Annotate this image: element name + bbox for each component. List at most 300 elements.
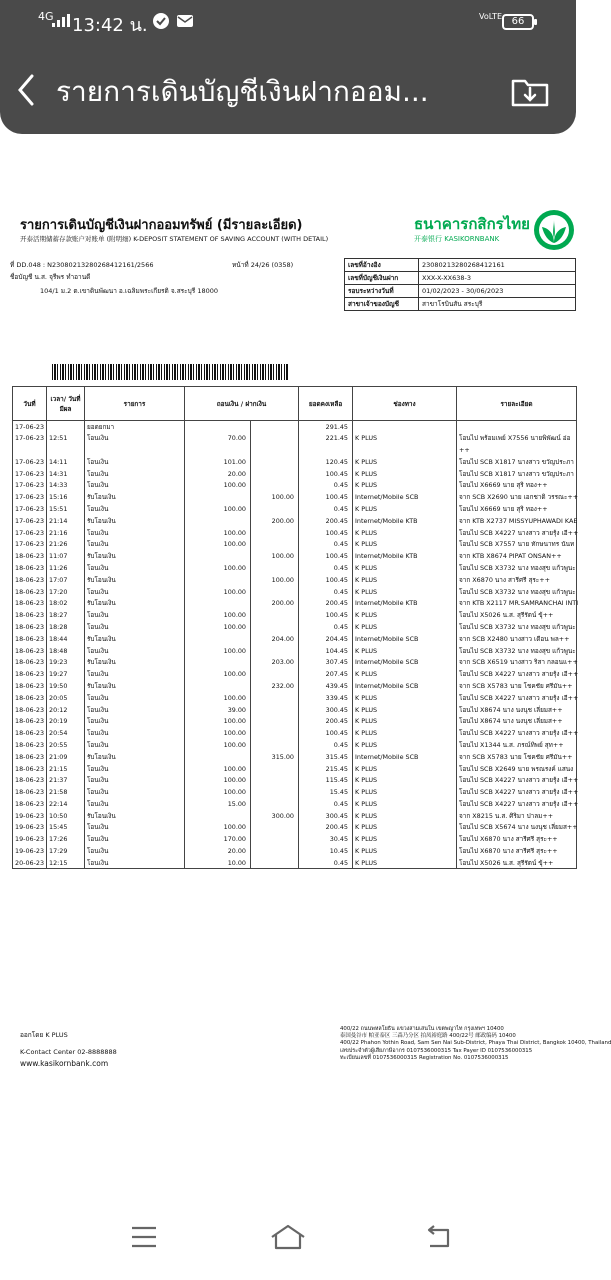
cell-bal: 339.45 — [299, 692, 353, 704]
table-row — [13, 468, 577, 480]
info-value: 01/02/2023 - 30/06/2023 — [419, 285, 576, 298]
contact-center: K-Contact Center 02-8888888 — [20, 1048, 117, 1056]
cell-time: 21:16 — [47, 527, 85, 539]
cell-bal: 300.45 — [299, 704, 353, 716]
cell-bal: 104.45 — [299, 645, 353, 657]
table-row — [13, 444, 577, 456]
cell-ch: Internet/Mobile KTB — [353, 550, 457, 562]
table-row — [13, 822, 577, 834]
info-label: สาขาเจ้าของบัญชี — [345, 298, 419, 311]
cell-bal: 115.45 — [299, 774, 353, 786]
cell-wd: 100.00 — [185, 586, 251, 598]
cell-detail: โอนไป SCB X7557 นาย ทักษนาทร นันท — [457, 538, 577, 550]
statement-document — [10, 212, 611, 1076]
cell-time: 19:27 — [47, 668, 85, 680]
account-info-table — [344, 258, 576, 311]
table-row — [13, 633, 577, 645]
cell-time: 17:07 — [47, 574, 85, 586]
cell-ch: Internet/Mobile SCB — [353, 491, 457, 503]
cell-time: 21:09 — [47, 751, 85, 763]
cell-ch: K PLUS — [353, 621, 457, 633]
cell-desc: รับโอนเงิน — [85, 491, 185, 503]
cell-wd: 101.00 — [185, 456, 251, 468]
cell-desc: โอนเงิน — [85, 786, 185, 798]
cell-dep — [251, 586, 299, 598]
column-header-detail: รายละเอียด — [457, 387, 577, 421]
cell-bal: 207.45 — [299, 668, 353, 680]
cell-time: 18:44 — [47, 633, 85, 645]
table-row — [13, 456, 577, 468]
cell-time: 19:23 — [47, 656, 85, 668]
cell-bal: 100.45 — [299, 574, 353, 586]
cell-ch: K PLUS — [353, 798, 457, 810]
cell-detail: จาก KTB X2737 MISSYUPHAWADI KAE — [457, 515, 577, 527]
cell-ch: K PLUS — [353, 456, 457, 468]
cell-ch: K PLUS — [353, 538, 457, 550]
cell-detail: จาก SCB X2690 นาย เอกชาติ วรรณะ++ — [457, 491, 577, 503]
cell-wd — [185, 597, 251, 609]
cell-date: 18-06-23 — [13, 727, 47, 739]
cell-ch: Internet/Mobile SCB — [353, 751, 457, 763]
cell-dep — [251, 833, 299, 845]
cell-dep — [251, 468, 299, 480]
cell-ch: K PLUS — [353, 527, 457, 539]
cell-detail: โอนไป X6870 นาง สารีศรี สุระ++ — [457, 833, 577, 845]
cell-time: 19:50 — [47, 680, 85, 692]
cell-dep: 200.00 — [251, 597, 299, 609]
cell-dep — [251, 609, 299, 621]
cell-detail: โอนไป SCB X3732 นาง ทองสุข แก้วพูนะ — [457, 645, 577, 657]
status-time: 13:42 น. — [72, 15, 148, 36]
cell-bal: 0.45 — [299, 798, 353, 810]
address-line: 泰国曼谷市 帕亚泰区 三森乃分区 拍凤裕庭路 400/22号 邮政编码 10400 — [340, 1033, 516, 1040]
table-row — [13, 739, 577, 751]
cell-wd: 39.00 — [185, 704, 251, 716]
cell-desc: โอนเงิน — [85, 562, 185, 574]
cell-desc: โอนเงิน — [85, 857, 185, 869]
cell-desc: โอนเงิน — [85, 763, 185, 775]
cell-desc: โอนเงิน — [85, 739, 185, 751]
cell-date: 19-06-23 — [13, 822, 47, 834]
table-row — [13, 833, 577, 845]
cell-bal: 215.45 — [299, 763, 353, 775]
cell-bal: 300.45 — [299, 810, 353, 822]
cell-desc: ยอดยกมา — [85, 421, 185, 433]
cell-ch: K PLUS — [353, 727, 457, 739]
cell-date: 18-06-23 — [13, 550, 47, 562]
table-row — [13, 432, 577, 444]
cell-date: 18-06-23 — [13, 715, 47, 727]
cell-date: 17-06-23 — [13, 479, 47, 491]
cell-desc: รับโอนเงิน — [85, 751, 185, 763]
cell-desc: โอนเงิน — [85, 798, 185, 810]
cell-date: 18-06-23 — [13, 562, 47, 574]
issued-by: ออกโดย K PLUS — [20, 1031, 68, 1039]
cell-desc: โอนเงิน — [85, 538, 185, 550]
table-row — [13, 680, 577, 692]
cell-wd — [185, 656, 251, 668]
cell-date: 18-06-23 — [13, 704, 47, 716]
table-row — [13, 786, 577, 798]
cell-time: 11:26 — [47, 562, 85, 574]
table-row — [13, 763, 577, 775]
cell-desc: โอนเงิน — [85, 645, 185, 657]
cell-dep — [251, 845, 299, 857]
bank-name-th: ธนาคารกสิกรไทย — [414, 215, 530, 233]
barcode — [52, 364, 288, 380]
cell-dep — [251, 444, 299, 456]
cell-bal: 200.45 — [299, 597, 353, 609]
cell-dep — [251, 798, 299, 810]
cell-wd: 10.00 — [185, 857, 251, 869]
cell-dep — [251, 715, 299, 727]
cell-detail: จาก KTB X8674 PIPAT ONSAN++ — [457, 550, 577, 562]
cell-wd: 100.00 — [185, 645, 251, 657]
cell-time: 20:55 — [47, 739, 85, 751]
cell-desc: โอนเงิน — [85, 468, 185, 480]
table-row — [13, 692, 577, 704]
back-icon[interactable] — [418, 1222, 458, 1252]
cell-detail: โอนไป SCB X4227 นางสาว สายรุ้ง เอี++ — [457, 798, 577, 810]
kasikornbank-logo-icon — [532, 208, 576, 252]
cell-date: 17-06-23 — [13, 468, 47, 480]
table-row — [13, 645, 577, 657]
app-header — [0, 0, 576, 134]
cell-bal: 100.45 — [299, 491, 353, 503]
cell-wd: 100.00 — [185, 727, 251, 739]
bank-address — [340, 1026, 611, 1062]
cell-wd: 100.00 — [185, 763, 251, 775]
back-arrow-icon[interactable] — [12, 70, 40, 110]
cell-dep — [251, 527, 299, 539]
cell-ch: Internet/Mobile SCB — [353, 633, 457, 645]
cell-time: 20:05 — [47, 692, 85, 704]
cell-ch: K PLUS — [353, 810, 457, 822]
column-header-channel: ช่องทาง — [353, 387, 457, 421]
cell-time: 18:28 — [47, 621, 85, 633]
table-row — [13, 704, 577, 716]
cell-detail: โอนไป X5026 น.ส. สุรีรัตน์ ขุ้++ — [457, 609, 577, 621]
cell-detail: จาก KTB X2117 MR.SAMRANCHAI INTI — [457, 597, 577, 609]
cell-bal: 100.45 — [299, 468, 353, 480]
download-folder-icon[interactable] — [510, 74, 550, 108]
navigation-bar — [0, 1192, 576, 1280]
cell-dep — [251, 692, 299, 704]
cell-dep — [251, 456, 299, 468]
cell-ch: Internet/Mobile KTB — [353, 515, 457, 527]
cell-time: 17:20 — [47, 586, 85, 598]
signal-icon — [52, 14, 70, 27]
info-value: XXX-X-XX638-3 — [419, 272, 576, 285]
cell-bal: 120.45 — [299, 456, 353, 468]
cell-date: 17-06-23 — [13, 538, 47, 550]
cell-wd — [185, 444, 251, 456]
address-line: 400/22 Phahon Yothin Road, Sam Sen Nai Sub-District, Phaya Thai District, Bangkok 10400, Thailand — [340, 1040, 611, 1047]
column-header-time: เวลา/ วันที่มีผล — [47, 387, 85, 421]
check-circle-icon — [152, 12, 170, 30]
cell-bal: 200.45 — [299, 822, 353, 834]
account-name: ชื่อบัญชี น.ส. จุรีพร ทำอานดี — [10, 273, 91, 281]
table-row — [13, 421, 577, 433]
table-row — [13, 751, 577, 763]
cell-date: 18-06-23 — [13, 786, 47, 798]
table-row — [13, 715, 577, 727]
cell-detail: โอนไป SCB X2649 นาย พรณรงค์ แสนง — [457, 763, 577, 775]
cell-dep — [251, 727, 299, 739]
cell-date: 18-06-23 — [13, 751, 47, 763]
cell-time: 18:02 — [47, 597, 85, 609]
cell-dep: 315.00 — [251, 751, 299, 763]
cell-ch: K PLUS — [353, 786, 457, 798]
cell-bal: 0.45 — [299, 857, 353, 869]
info-label: รอบระหว่างวันที่ — [345, 285, 419, 298]
cell-detail: จาก SCB X6519 นางสาว ริสา กลอนแ++ — [457, 656, 577, 668]
table-row — [13, 550, 577, 562]
cell-date: 17-06-23 — [13, 432, 47, 444]
cell-date — [13, 444, 47, 456]
cell-wd: 100.00 — [185, 715, 251, 727]
cell-date: 18-06-23 — [13, 645, 47, 657]
cell-time: 14:31 — [47, 468, 85, 480]
cell-detail: โอนไป SCB X3732 นาง ทองสุข แก้วพูนะ — [457, 562, 577, 574]
battery-icon: 66 — [502, 14, 534, 30]
cell-wd: 100.00 — [185, 503, 251, 515]
page-number: หน้าที่ 24/26 (0358) — [232, 261, 294, 269]
cell-ch: K PLUS — [353, 479, 457, 491]
cell-ch: K PLUS — [353, 857, 457, 869]
cell-detail: โอนไป SCB X3732 นาง ทองสุข แก้วพูนะ — [457, 621, 577, 633]
cell-desc: โอนเงิน — [85, 692, 185, 704]
cell-bal — [299, 444, 353, 456]
cell-date: 19-06-23 — [13, 845, 47, 857]
table-row — [13, 668, 577, 680]
cell-time: 14:11 — [47, 456, 85, 468]
page-title: รายการเดินบัญชีเงินฝากออม... — [56, 75, 429, 108]
info-value: 23080213280268412161 — [419, 259, 576, 272]
cell-date: 18-06-23 — [13, 668, 47, 680]
table-row — [13, 562, 577, 574]
cell-ch: K PLUS — [353, 774, 457, 786]
cell-ch: K PLUS — [353, 574, 457, 586]
cell-desc: โอนเงิน — [85, 822, 185, 834]
address-line: 400/22 ถนนพหลโยธิน แขวงสามเสนใน เขตพญาไท กรุงเทพฯ 10400 — [340, 1026, 504, 1032]
cell-time: 15:16 — [47, 491, 85, 503]
cell-detail: โอนไป SCB X5674 นาง นงนุช เลี่ยมส++ — [457, 822, 577, 834]
cell-detail: โอนไป พร้อมเพย์ X7556 นายพิพัฒน์ อ่อ — [457, 432, 577, 444]
cell-detail: ++ — [457, 444, 577, 456]
cell-date: 18-06-23 — [13, 692, 47, 704]
transactions-table — [12, 386, 577, 869]
cell-ch: K PLUS — [353, 645, 457, 657]
cell-date: 20-06-23 — [13, 857, 47, 869]
cell-time: 17:26 — [47, 833, 85, 845]
cell-date: 19-06-23 — [13, 833, 47, 845]
cell-wd: 100.00 — [185, 562, 251, 574]
cell-date: 17-06-23 — [13, 503, 47, 515]
cell-date: 18-06-23 — [13, 656, 47, 668]
mail-icon — [176, 12, 194, 30]
cell-ch: K PLUS — [353, 562, 457, 574]
cell-ch: K PLUS — [353, 845, 457, 857]
cell-ch: K PLUS — [353, 468, 457, 480]
cell-ch: Internet/Mobile SCB — [353, 680, 457, 692]
bank-website[interactable]: www.kasikornbank.com — [20, 1059, 109, 1068]
cell-dep: 300.00 — [251, 810, 299, 822]
cell-detail: จาก SCB X5783 นาย โชคชัย ศรีมัน++ — [457, 751, 577, 763]
table-row — [13, 774, 577, 786]
cell-dep — [251, 621, 299, 633]
cell-detail: โอนไป SCB X4227 นางสาว สายรุ้ง เอี++ — [457, 786, 577, 798]
cell-bal: 100.45 — [299, 609, 353, 621]
cell-bal: 0.45 — [299, 562, 353, 574]
table-row — [13, 609, 577, 621]
cell-bal: 0.45 — [299, 538, 353, 550]
cell-detail: โอนไป X5026 น.ส. สุรีรัตน์ ขุ้++ — [457, 857, 577, 869]
cell-desc: โอนเงิน — [85, 586, 185, 598]
cell-ch: Internet/Mobile SCB — [353, 656, 457, 668]
network-type: 4G — [38, 10, 54, 23]
cell-bal: 100.45 — [299, 727, 353, 739]
cell-wd: 100.00 — [185, 668, 251, 680]
cell-date: 18-06-23 — [13, 798, 47, 810]
cell-detail: โอนไป SCB X4227 นางสาว สายรุ้ง เอี++ — [457, 527, 577, 539]
cell-bal: 30.45 — [299, 833, 353, 845]
cell-desc: รับโอนเงิน — [85, 810, 185, 822]
cell-dep — [251, 645, 299, 657]
cell-ch: K PLUS — [353, 503, 457, 515]
cell-desc: โอนเงิน — [85, 609, 185, 621]
cell-detail: โอนไป SCB X4227 นางสาว สายรุ้ง เอี++ — [457, 727, 577, 739]
cell-date: 18-06-23 — [13, 680, 47, 692]
table-row — [13, 727, 577, 739]
cell-wd — [185, 680, 251, 692]
cell-bal: 0.45 — [299, 739, 353, 751]
cell-wd: 100.00 — [185, 786, 251, 798]
cell-bal: 200.45 — [299, 715, 353, 727]
cell-detail: โอนไป X8674 นาง นงนุช เลี่ยมส++ — [457, 715, 577, 727]
table-row — [13, 810, 577, 822]
cell-wd: 70.00 — [185, 432, 251, 444]
cell-date: 18-06-23 — [13, 574, 47, 586]
cell-dep — [251, 421, 299, 433]
cell-date: 17-06-23 — [13, 421, 47, 433]
table-row — [13, 574, 577, 586]
cell-desc: โอนเงิน — [85, 668, 185, 680]
cell-detail: โอนไป SCB X4227 นางสาว สายรุ้ง เอี++ — [457, 774, 577, 786]
cell-detail: จาก X6870 นาง สารีศรี สุระ++ — [457, 574, 577, 586]
table-row — [13, 479, 577, 491]
cell-wd: 100.00 — [185, 609, 251, 621]
cell-dep: 200.00 — [251, 515, 299, 527]
cell-date: 18-06-23 — [13, 586, 47, 598]
cell-bal: 307.45 — [299, 656, 353, 668]
cell-time: 17:29 — [47, 845, 85, 857]
cell-ch: Internet/Mobile KTB — [353, 597, 457, 609]
table-row — [13, 527, 577, 539]
cell-time: 20:19 — [47, 715, 85, 727]
table-row — [13, 515, 577, 527]
cell-desc: โอนเงิน — [85, 527, 185, 539]
cell-dep — [251, 857, 299, 869]
cell-date: 17-06-23 — [13, 515, 47, 527]
cell-wd — [185, 515, 251, 527]
cell-ch: K PLUS — [353, 586, 457, 598]
cell-dep: 204.00 — [251, 633, 299, 645]
cell-desc: โอนเงิน — [85, 774, 185, 786]
cell-desc: รับโอนเงิน — [85, 574, 185, 586]
table-row — [13, 491, 577, 503]
menu-icon[interactable] — [124, 1222, 164, 1252]
cell-ch — [353, 444, 457, 456]
cell-desc: รับโอนเงิน — [85, 680, 185, 692]
cell-ch: K PLUS — [353, 763, 457, 775]
cell-date: 19-06-23 — [13, 810, 47, 822]
cell-dep — [251, 479, 299, 491]
cell-wd: 100.00 — [185, 479, 251, 491]
cell-desc: โอนเงิน — [85, 845, 185, 857]
cell-wd — [185, 421, 251, 433]
home-icon[interactable] — [268, 1222, 308, 1252]
cell-desc: โอนเงิน — [85, 503, 185, 515]
cell-time: 18:48 — [47, 645, 85, 657]
cell-wd: 15.00 — [185, 798, 251, 810]
cell-dep — [251, 763, 299, 775]
info-label: เลขที่อ้างอิง — [345, 259, 419, 272]
cell-desc: รับโอนเงิน — [85, 515, 185, 527]
cell-time: 20:54 — [47, 727, 85, 739]
cell-detail: จาก SCB X5783 นาย โชคชัย ศรีมัน++ — [457, 680, 577, 692]
cell-time: 21:14 — [47, 515, 85, 527]
cell-time: 14:33 — [47, 479, 85, 491]
cell-ch — [353, 421, 457, 433]
cell-wd: 100.00 — [185, 527, 251, 539]
cell-ch: K PLUS — [353, 739, 457, 751]
cell-time: 15:45 — [47, 822, 85, 834]
cell-detail: โอนไป SCB X4227 นางสาว สายรุ้ง เอี++ — [457, 668, 577, 680]
cell-dep — [251, 538, 299, 550]
table-row — [13, 621, 577, 633]
cell-wd: 20.00 — [185, 468, 251, 480]
statement-title: รายการเดินบัญชีเงินฝากออมทรัพย์ (มีรายละเอียด) — [20, 218, 303, 233]
cell-desc: รับโอนเงิน — [85, 656, 185, 668]
cell-detail: โอนไป X6669 นาย สุริ ทอง++ — [457, 479, 577, 491]
cell-dep: 100.00 — [251, 550, 299, 562]
cell-dep: 100.00 — [251, 491, 299, 503]
cell-dep — [251, 562, 299, 574]
cell-desc: โอนเงิน — [85, 704, 185, 716]
cell-desc: รับโอนเงิน — [85, 550, 185, 562]
cell-desc: โอนเงิน — [85, 727, 185, 739]
table-header-row — [13, 387, 577, 421]
cell-bal: 15.45 — [299, 786, 353, 798]
cell-dep — [251, 739, 299, 751]
cell-bal: 204.45 — [299, 633, 353, 645]
cell-wd — [185, 810, 251, 822]
cell-dep — [251, 704, 299, 716]
cell-detail — [457, 421, 577, 433]
cell-wd: 100.00 — [185, 621, 251, 633]
cell-time: 11:07 — [47, 550, 85, 562]
cell-bal: 0.45 — [299, 503, 353, 515]
cell-desc: รับโอนเงิน — [85, 633, 185, 645]
cell-wd — [185, 574, 251, 586]
column-header-balance: ยอดคงเหลือ — [299, 387, 353, 421]
cell-detail: โอนไป SCB X4227 นางสาว สายรุ้ง เอี++ — [457, 692, 577, 704]
cell-date: 18-06-23 — [13, 739, 47, 751]
cell-desc: โอนเงิน — [85, 833, 185, 845]
cell-desc: โอนเงิน — [85, 715, 185, 727]
cell-time: 18:27 — [47, 609, 85, 621]
